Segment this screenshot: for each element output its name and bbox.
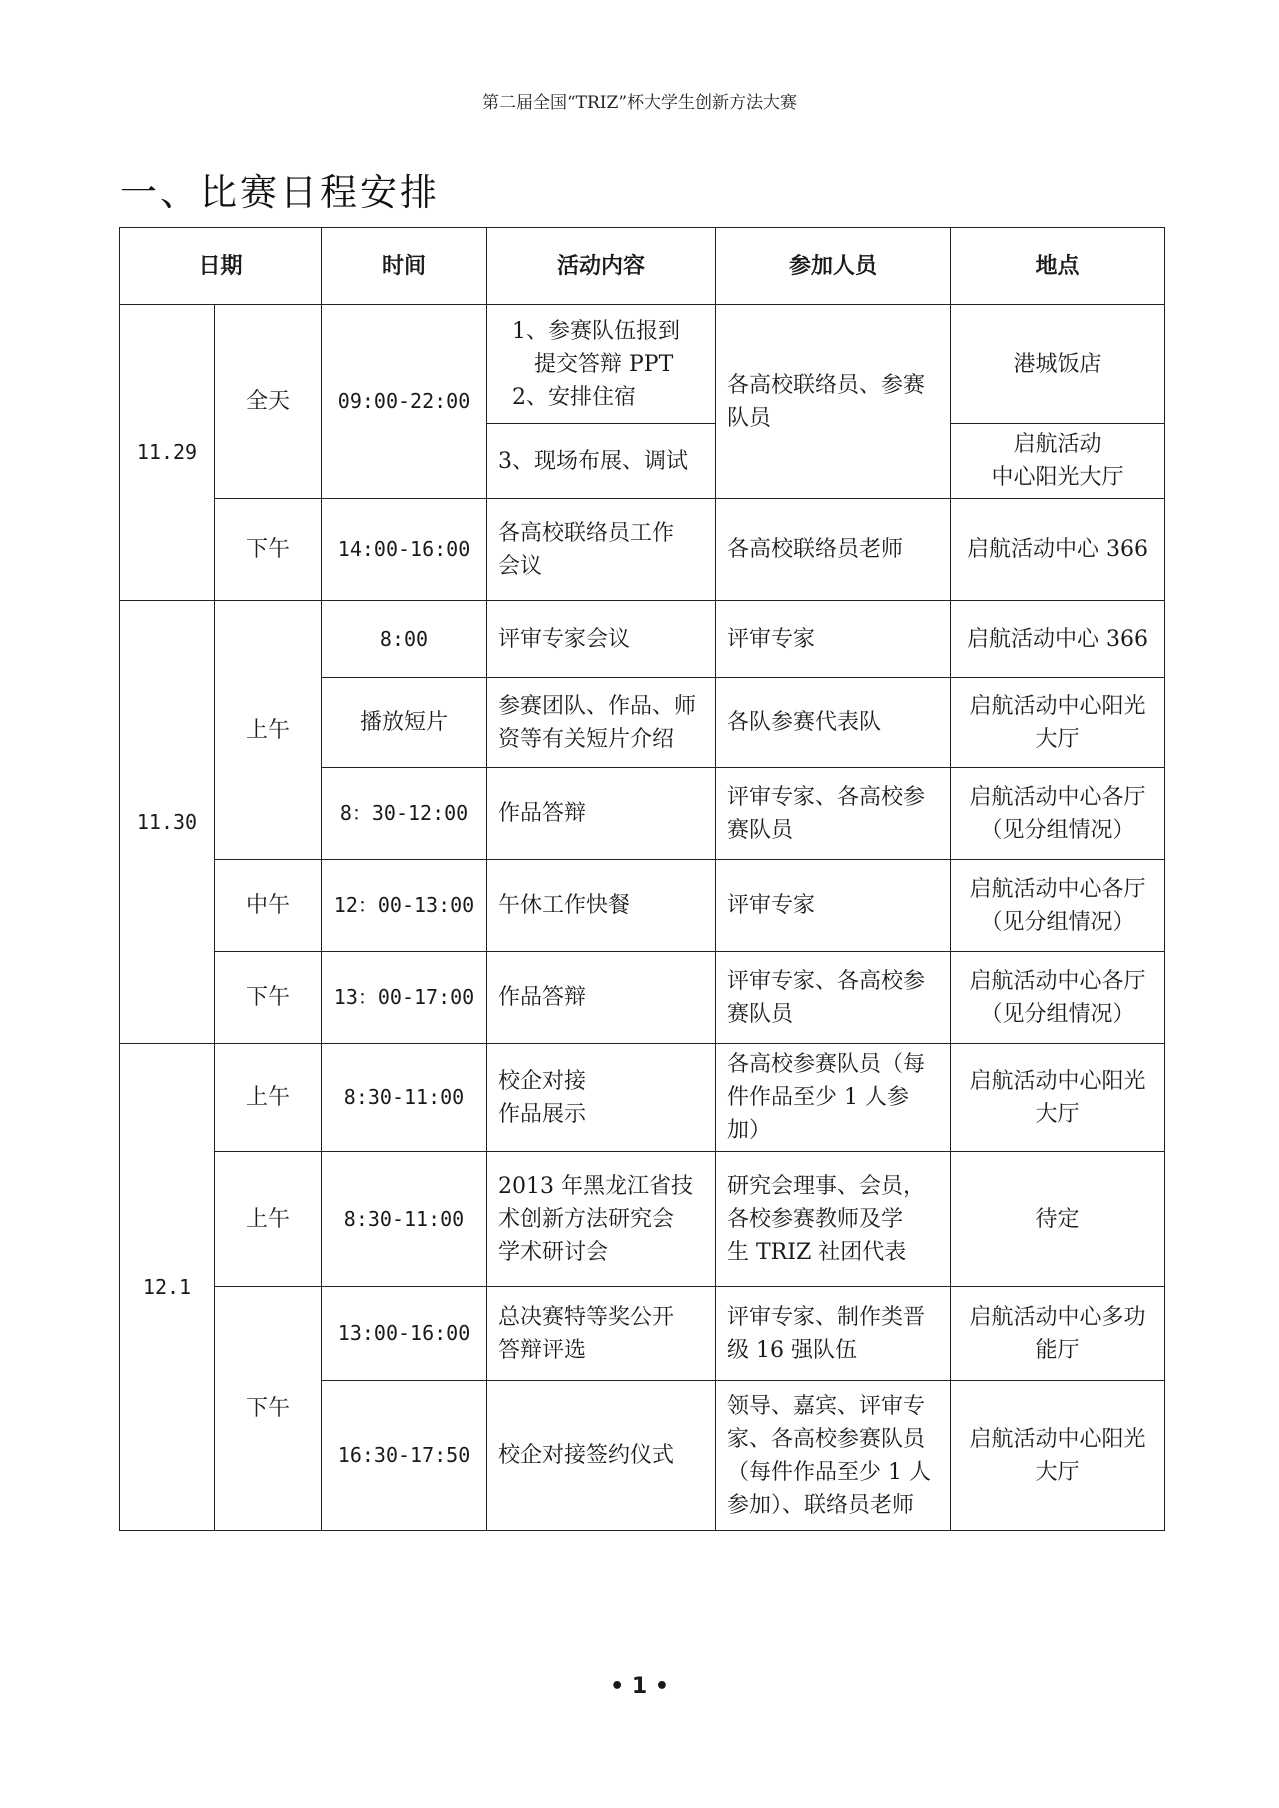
running-header: 第二届全国“TRIZ”杯大学生创新方法大赛 — [481, 93, 798, 113]
activity-cell: 作品答辩 — [487, 952, 716, 1044]
time-cell: 12：00-13:00 — [322, 860, 487, 952]
participants-cell — [716, 305, 951, 499]
location-line: 大厅 — [1035, 1459, 1080, 1485]
time-cell: 8:30-11:00 — [322, 1152, 487, 1287]
location-line: 大厅 — [1035, 1101, 1080, 1127]
date-cell: 11.29 — [120, 305, 215, 601]
location-cell — [951, 424, 1165, 499]
location-line: （见分组情况） — [980, 909, 1135, 935]
table-row — [120, 1287, 1165, 1381]
time-cell: 8:00 — [322, 601, 487, 678]
period-cell: 上午 — [215, 1044, 322, 1152]
location-line: 启航活动 — [1013, 432, 1102, 457]
participants-line: 赛队员 — [727, 817, 794, 843]
activity-cell: 评审专家会议 — [487, 601, 716, 678]
participants-cell — [716, 1152, 951, 1287]
participants-line: 加） — [727, 1118, 772, 1143]
participants-line: 评审专家、各高校参 — [727, 968, 926, 994]
table-row — [120, 952, 1165, 1044]
location-cell — [951, 952, 1165, 1044]
activity-cell — [487, 678, 716, 768]
activity-line: 参赛团队、作品、师 — [498, 693, 697, 719]
period-cell: 下午 — [215, 499, 322, 601]
section-title: 一、比赛日程安排 — [120, 171, 440, 214]
period-cell: 上午 — [215, 601, 322, 860]
location-cell — [951, 860, 1165, 952]
participants-line: 赛队员 — [727, 1001, 794, 1027]
activity-line: 术创新方法研究会 — [498, 1206, 675, 1232]
activity-line: 答辩评选 — [498, 1337, 587, 1363]
activity-cell — [487, 499, 716, 601]
time-cell: 14:00-16:00 — [322, 499, 487, 601]
period-cell: 上午 — [215, 1152, 322, 1287]
location-line: 启航活动中心各厅 — [969, 784, 1146, 810]
participants-line: 家、各高校参赛队员 — [727, 1426, 926, 1452]
table-row — [120, 1044, 1165, 1152]
participants-cell: 评审专家 — [716, 860, 951, 952]
location-line: 大厅 — [1035, 726, 1080, 752]
location-line: 启航活动中心各厅 — [969, 876, 1146, 902]
participants-cell — [716, 952, 951, 1044]
activity-line: 资等有关短片介绍 — [498, 726, 675, 752]
activity-line: 总决赛特等奖公开 — [498, 1304, 675, 1330]
participants-line: 队员 — [727, 405, 772, 431]
date-cell: 11.30 — [120, 601, 215, 1044]
time-cell: 13:00-16:00 — [322, 1287, 487, 1381]
participants-line: 评审专家、各高校参 — [727, 784, 926, 810]
header-date: 日期 — [120, 228, 322, 305]
participants-line: 评审专家、制作类晋 — [727, 1304, 926, 1330]
activity-cell: 作品答辩 — [487, 768, 716, 860]
participants-line: 研究会理事、会员， — [727, 1173, 926, 1199]
time-cell: 8:30-11:00 — [322, 1044, 487, 1152]
activity-line: 各高校联络员工作 — [498, 520, 675, 546]
activity-line: 2、安排住宿 — [512, 384, 637, 410]
participants-line: 领导、嘉宾、评审专 — [727, 1393, 926, 1419]
time-cell: 播放短片 — [322, 678, 487, 768]
activity-cell: 午休工作快餐 — [487, 860, 716, 952]
table-row — [120, 499, 1165, 601]
location-line: 启航活动中心多功 — [969, 1304, 1146, 1330]
location-cell — [951, 1287, 1165, 1381]
activity-cell: 校企对接签约仪式 — [487, 1381, 716, 1531]
participants-line: 级 16 强队伍 — [727, 1337, 857, 1363]
period-cell: 下午 — [215, 952, 322, 1044]
location-cell — [951, 768, 1165, 860]
period-cell: 全天 — [215, 305, 322, 499]
activity-line: 提交答辩 PPT — [534, 351, 674, 377]
activity-line: 校企对接 — [498, 1068, 587, 1094]
activity-line: 1、参赛队伍报到 — [512, 318, 681, 344]
header-participants: 参加人员 — [716, 228, 951, 305]
activity-cell: 3、现场布展、调试 — [487, 424, 716, 499]
time-cell: 13：00-17:00 — [322, 952, 487, 1044]
location-cell — [951, 1381, 1165, 1531]
table-row — [120, 305, 1165, 424]
location-line: （见分组情况） — [980, 1001, 1135, 1027]
location-cell: 启航活动中心 366 — [951, 499, 1165, 601]
activity-line: 2013 年黑龙江省技 — [498, 1173, 693, 1199]
participants-cell: 评审专家 — [716, 601, 951, 678]
table-row — [120, 860, 1165, 952]
location-line: 中心阳光大厅 — [991, 465, 1124, 490]
time-cell: 16:30-17:50 — [322, 1381, 487, 1531]
participants-cell — [716, 1287, 951, 1381]
participants-cell — [716, 1381, 951, 1531]
location-line: （见分组情况） — [980, 817, 1135, 843]
activity-line: 会议 — [498, 553, 543, 579]
table-header-row — [120, 228, 1165, 305]
schedule-table — [119, 227, 1165, 1531]
activity-line: 作品展示 — [498, 1101, 587, 1127]
activity-cell — [487, 305, 716, 424]
location-line: 启航活动中心阳光 — [969, 693, 1146, 719]
participants-cell — [716, 768, 951, 860]
location-cell: 港城饭店 — [951, 305, 1165, 424]
table-row — [120, 601, 1165, 678]
location-cell: 待定 — [951, 1152, 1165, 1287]
activity-line: 学术研讨会 — [498, 1239, 609, 1265]
location-cell — [951, 678, 1165, 768]
location-line: 启航活动中心阳光 — [969, 1426, 1146, 1452]
date-cell: 12.1 — [120, 1044, 215, 1531]
time-cell: 09:00-22:00 — [322, 305, 487, 499]
header-location: 地点 — [951, 228, 1165, 305]
header-time: 时间 — [322, 228, 487, 305]
participants-line: 各高校参赛队员（每 — [727, 1052, 926, 1077]
participants-line: 件作品至少 1 人参 — [727, 1085, 909, 1110]
location-cell — [951, 1044, 1165, 1152]
page-number: • 1 • — [610, 1674, 669, 1699]
activity-cell — [487, 1044, 716, 1152]
participants-line: 各高校联络员、参赛 — [727, 372, 926, 398]
location-line: 启航活动中心阳光 — [969, 1068, 1146, 1094]
location-line: 启航活动中心各厅 — [969, 968, 1146, 994]
header-activity: 活动内容 — [487, 228, 716, 305]
activity-cell — [487, 1152, 716, 1287]
participants-line: 各校参赛教师及学 — [727, 1206, 904, 1232]
time-cell: 8：30-12:00 — [322, 768, 487, 860]
period-cell: 下午 — [215, 1287, 322, 1531]
participants-cell: 各高校联络员老师 — [716, 499, 951, 601]
location-cell: 启航活动中心 366 — [951, 601, 1165, 678]
participants-line: 参加）、联络员老师 — [727, 1492, 915, 1518]
participants-line: （每件作品至少 1 人 — [727, 1459, 931, 1485]
table-row — [120, 1152, 1165, 1287]
participants-cell: 各队参赛代表队 — [716, 678, 951, 768]
activity-cell — [487, 1287, 716, 1381]
participants-cell — [716, 1044, 951, 1152]
period-cell: 中午 — [215, 860, 322, 952]
participants-line: 生 TRIZ 社团代表 — [727, 1239, 907, 1265]
location-line: 能厅 — [1035, 1337, 1080, 1363]
